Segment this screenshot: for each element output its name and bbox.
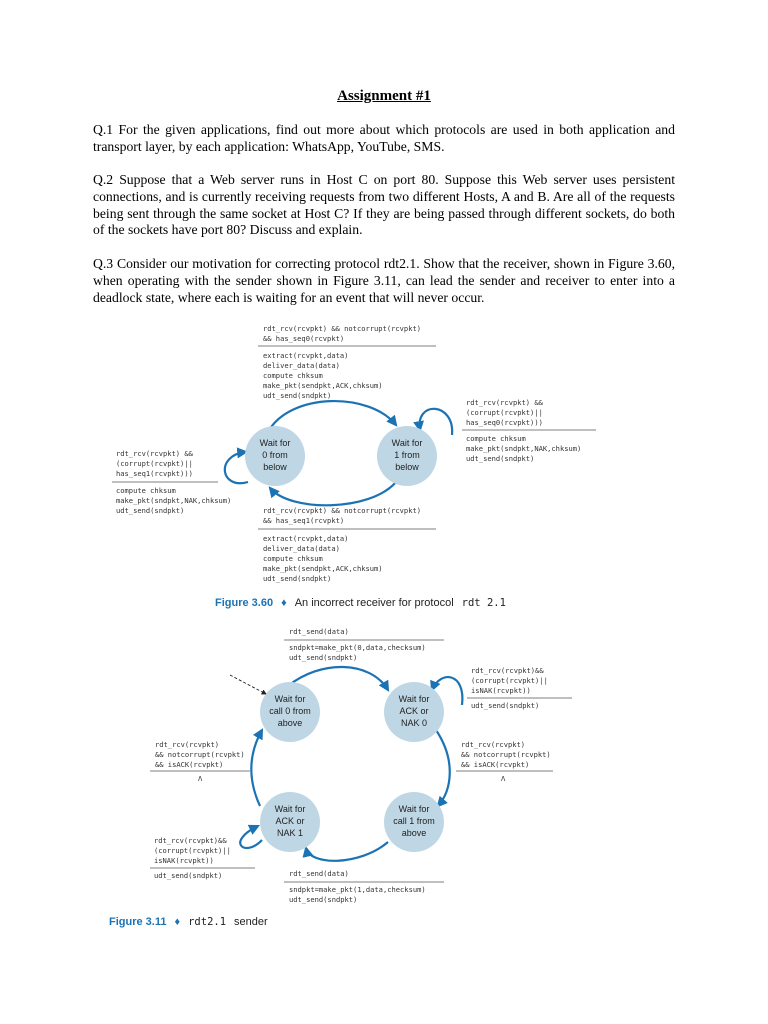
f311-bottom-action-2: udt_send(sndpkt) — [289, 895, 358, 904]
f311-bl-event-3: isNAK(rcvpkt)) — [154, 856, 214, 865]
self-loop-1 — [420, 409, 453, 435]
f360-right-event-1: rdt_rcv(rcvpkt) && — [466, 398, 543, 407]
s-tl-1: Wait for — [274, 694, 306, 704]
s-bl-1: Wait for — [274, 804, 306, 814]
question-1: Q.1 For the given applications, find out more about which protocols are used in both application and transport layer, by each application: WhatsApp, YouTube, SMS. — [93, 122, 675, 154]
s-tr-3: NAK 0 — [400, 718, 428, 728]
f360-left-action-3: udt_send(sndpkt) — [116, 506, 185, 515]
f360-left-action-2: make_pkt(sndpkt,NAK,chksum) — [116, 496, 232, 505]
arc-0-to-1 — [268, 401, 396, 432]
f311-left-event-1: rdt_rcv(rcvpkt) — [155, 740, 220, 749]
f360-right-event-2: (corrupt(rcvpkt)|| — [466, 408, 543, 417]
s-tl-3: above — [277, 718, 303, 728]
self-loop-0 — [225, 452, 248, 483]
f311-tr-event-2: (corrupt(rcvpkt)|| — [471, 676, 548, 685]
f311-bl-event-2: (corrupt(rcvpkt)|| — [154, 846, 231, 855]
f311-tr-action: udt_send(sndpkt) — [471, 701, 540, 710]
state0-line2: 0 from — [262, 450, 288, 460]
f360-bottom-action-1: extract(rcvpkt,data) — [263, 534, 349, 543]
s-br-3: above — [401, 828, 427, 838]
f360-top-action-1: extract(rcvpkt,data) — [263, 351, 349, 360]
arc-br-to-bl — [306, 842, 388, 861]
f311-top-action-2: udt_send(sndpkt) — [289, 653, 358, 662]
s-tl-2: call 0 from — [269, 706, 311, 716]
state1-line3: below — [395, 462, 419, 472]
figure-3-60-caption: Figure 3.60 ♦ An incorrect receiver for protocol rdt 2.1 — [215, 597, 506, 609]
arc-tr-to-br — [436, 730, 450, 806]
figure-3-60 — [112, 324, 596, 610]
f360-right-action-2: make_pkt(sndpkt,NAK,chksum) — [466, 444, 582, 453]
f311-top-event: rdt_send(data) — [289, 627, 349, 636]
f360-left-action-1: compute chksum — [116, 486, 176, 495]
f360-right-action-3: udt_send(sndpkt) — [466, 454, 535, 463]
s-br-2: call 1 from — [393, 816, 435, 826]
f360-left-event-2: (corrupt(rcvpkt)|| — [116, 459, 193, 468]
f360-top-action-4: make_pkt(sendpkt,ACK,chksum) — [263, 381, 383, 390]
f311-left-event-2: && notcorrupt(rcvpkt) — [155, 750, 245, 759]
f311-bl-event-1: rdt_rcv(rcvpkt)&& — [154, 836, 227, 845]
question-3: Q.3 Consider our motivation for correcting protocol rdt2.1. Show that the receiver, shown in Figure 3.60, when operating with the sender shown in Figure 3.11, can lead the sender and receiver to enter into a deadlock state, where each is waiting for an event that will never occur. — [93, 256, 675, 305]
f311-tr-event-1: rdt_rcv(rcvpkt)&& — [471, 666, 544, 675]
f360-top-event-2: && has_seq0(rcvpkt) — [263, 334, 345, 343]
state0-line3: below — [263, 462, 287, 472]
arc-bl-to-tl — [251, 730, 262, 806]
f311-bottom-action-1: sndpkt=make_pkt(1,data,checksum) — [289, 885, 426, 894]
s-bl-2: ACK or — [275, 816, 305, 826]
f360-bottom-event-2: && has_seq1(rcvpkt) — [263, 516, 345, 525]
state1-line1: Wait for — [391, 438, 423, 448]
f311-tr-event-3: isNAK(rcvpkt)) — [471, 686, 531, 695]
f360-bottom-action-5: udt_send(sndpkt) — [263, 574, 332, 583]
f360-bottom-action-2: deliver_data(data) — [263, 544, 340, 553]
state1-line2: 1 from — [394, 450, 420, 460]
f311-bl-action: udt_send(sndpkt) — [154, 871, 223, 880]
f311-bottom-event: rdt_send(data) — [289, 869, 349, 878]
f311-left-action: Λ — [198, 774, 203, 783]
f360-left-event-1: rdt_rcv(rcvpkt) && — [116, 449, 193, 458]
s-bl-3: NAK 1 — [276, 828, 304, 838]
f360-right-event-3: has_seq0(rcvpkt))) — [466, 418, 543, 427]
f311-top-action-1: sndpkt=make_pkt(0,data,checksum) — [289, 643, 426, 652]
f360-bottom-action-4: make_pkt(sendpkt,ACK,chksum) — [263, 564, 383, 573]
s-tr-1: Wait for — [398, 694, 430, 704]
figure-3-11-caption: Figure 3.11 ♦ rdt2.1 sender — [109, 916, 268, 928]
f360-top-action-5: udt_send(sndpkt) — [263, 391, 332, 400]
f360-right-action-1: compute chksum — [466, 434, 526, 443]
assignment-title: Assignment #1 — [337, 88, 431, 104]
f360-top-action-3: compute chksum — [263, 371, 323, 380]
question-2: Q.2 Suppose that a Web server runs in Host C on port 80. Suppose this Web server uses persistent connections, and is currently receiving requests from two different Hosts, A and B. Are all of the requests being sent through the same socket at Host C? If they are being passed through different sockets, do both of the sockets have port 80? Discuss and explain. — [93, 172, 675, 238]
arc-1-to-0 — [270, 482, 396, 505]
f311-right-event-3: && isACK(rcvpkt) — [461, 760, 530, 769]
f360-left-event-3: has_seq1(rcvpkt))) — [116, 469, 193, 478]
figure-3-11 — [109, 627, 572, 929]
state0-line1: Wait for — [259, 438, 291, 448]
f360-bottom-action-3: compute chksum — [263, 554, 323, 563]
f311-left-event-3: && isACK(rcvpkt) — [155, 760, 224, 769]
s-tr-2: ACK or — [399, 706, 429, 716]
f311-right-event-2: && notcorrupt(rcvpkt) — [461, 750, 551, 759]
f311-right-event-1: rdt_rcv(rcvpkt) — [461, 740, 526, 749]
f360-top-event-1: rdt_rcv(rcvpkt) && notcorrupt(rcvpkt) — [263, 324, 422, 333]
f360-bottom-event-1: rdt_rcv(rcvpkt) && notcorrupt(rcvpkt) — [263, 506, 422, 515]
s-br-1: Wait for — [398, 804, 430, 814]
self-loop-bl — [240, 826, 262, 848]
f360-top-action-2: deliver_data(data) — [263, 361, 340, 370]
f311-right-action: Λ — [501, 774, 506, 783]
